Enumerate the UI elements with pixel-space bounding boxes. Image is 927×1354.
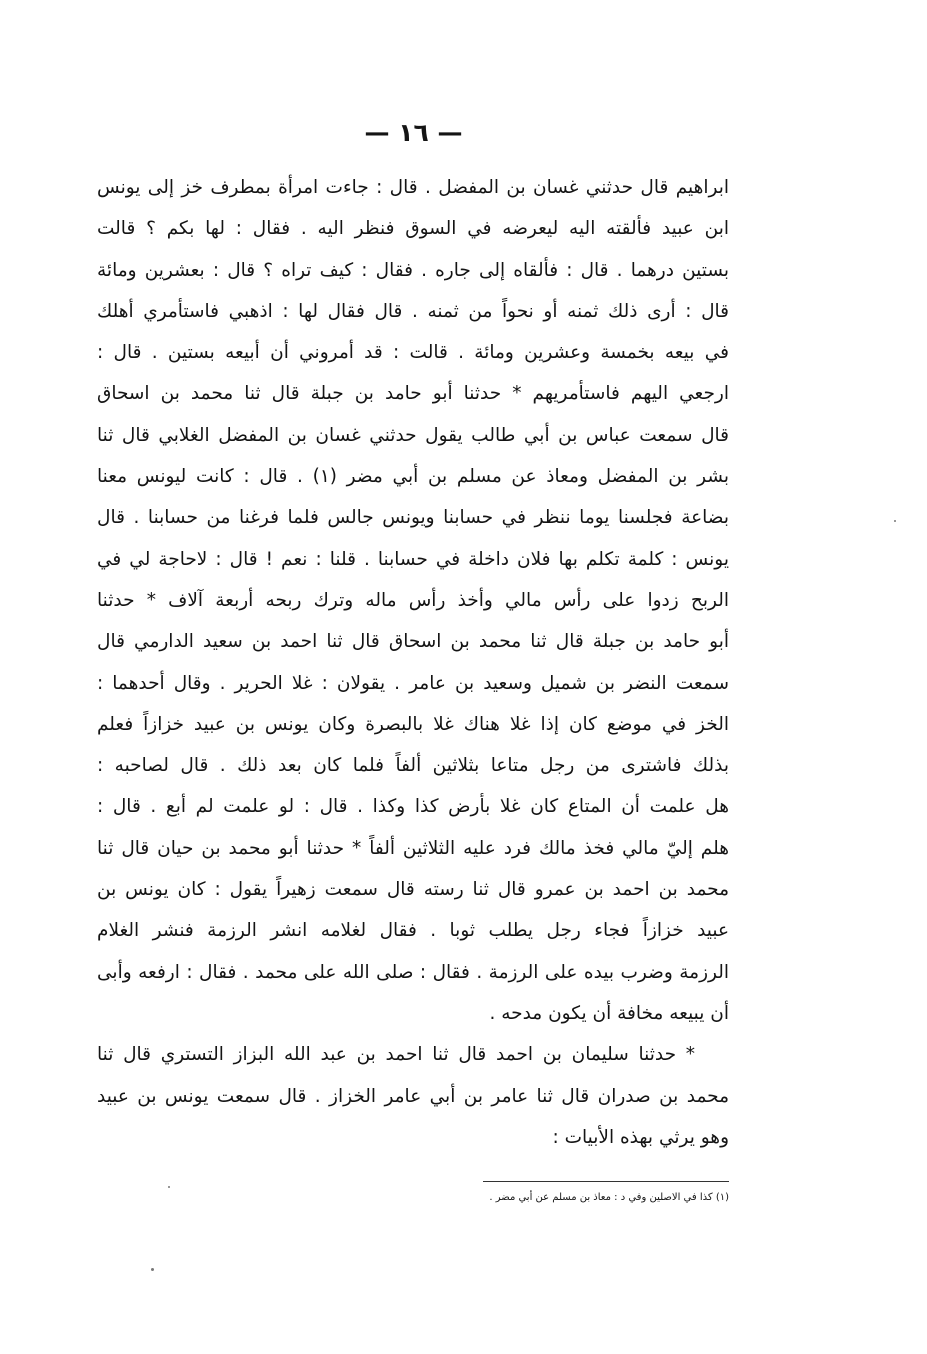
text-line: الربح زدوا على رأس مالي وأخذ رأس ماله وترك ربحه أربعة آلاف * حدثنا [97, 589, 729, 611]
scan-speck [151, 1268, 154, 1271]
text-line: محمد بن احمد بن عمرو قال ثنا رسته قال سمعت زهيراً يقول : كان يونس بن [97, 879, 729, 901]
text-line: عبيد خزازاً فجاء رجل يطلب ثوبا . فقال لغلامه انشر الرزمة فنشر الغلام [97, 920, 729, 942]
text-line: بذلك فاشترى من رجل متاعا بثلاثين ألفاً فلما كان بعد ذلك . قال لصاحبه : [97, 755, 729, 777]
paragraph-end-line: وهو يرثي بهذه الأبيات : [552, 1126, 729, 1148]
footnote-divider [483, 1181, 729, 1182]
text-line: سمعت النضر بن شميل وسعيد بن عامر . يقولان : غلا الحرير . وقال أحدهما : [97, 672, 729, 694]
text-line: يونس : كلمة تكلم بها فلان داخلة في حسابنا . قلنا : نعم ! قال : لاحاجة لي في [97, 548, 729, 570]
text-line: محمد بن صدران قال ثنا عامر بن أبي عامر الخزاز . قال سمعت يونس بن عبيد [97, 1085, 729, 1107]
text-line: ابن عبيد فألقته اليه ليعرضه في السوق فنظر اليه . فقال : لها بكم ؟ قالت [97, 218, 729, 240]
text-line: في بيعه بخمسة وعشرين ومائة . قالت : قد أمروني أن أبيعه بستين . قال : [97, 342, 729, 364]
text-line: هل علمت أن المتاع كان غلا بأرض كذا وكذا . قال : لو علمت لم أبع . قال : [97, 796, 729, 818]
text-line: ارجعي اليهم فاستأمريهم * حدثنا أبو حامد بن جبلة قال ثنا محمد بن اسحاق [97, 383, 729, 405]
text-line: الخز في موضع كان إذا غلا هناك غلا بالبصرة وكان يونس بن عبيد خزازاً فعلم [97, 713, 729, 735]
text-line: قال : أرى ذلك ثمنه أو نحواً من ثمنه . قال فقال لها : اذهبي فاستأمري أهلك [97, 300, 729, 322]
paragraph-start-line: * حدثنا سليمان بن احمد قال ثنا احمد بن عبد الله البزاز التستري قال ثنا [97, 1044, 695, 1066]
text-line: أبو حامد بن جبلة قال ثنا محمد بن اسحاق قال ثنا احمد بن سعيد الدارمي قال [97, 631, 729, 653]
scan-speck [894, 520, 896, 522]
paragraph-end-line: أن يبيعه مخافة أن يكون مدحه . [489, 1002, 729, 1024]
text-line: قال سمعت عباس بن أبي طالب يقول حدثني غسان بن المفضل الغلابي قال ثنا [97, 424, 729, 446]
text-line: بشر بن المفضل ومعاذ عن مسلم بن أبي مضر (١) . قال : كانت ليونس معنا [97, 466, 729, 488]
body-text [97, 167, 729, 1158]
text-line: بستين درهما . قال : فألقاه إلى جاره . فقال : كيف تراه ؟ قال : بعشرين ومائة [97, 259, 729, 281]
text-line: ابراهيم قال حدثني غسان بن المفضل . قال : جاءت امرأة بمطرف خز إلى يونس [97, 177, 729, 198]
footnote: (١) كذا في الاصلين وفي د : معاذ بن مسلم عن أبي مضر . [489, 1192, 729, 1203]
text-line: الرزمة وضرب بيده على الرزمة . فقال : صلى الله على محمد . فقال : ارفعه وأبى [97, 961, 729, 983]
text-line: بضاعة فجلسنا يوما ننظر في حسابنا ويونس جالس فلما فرغنا من حسابنا . قال [97, 507, 729, 529]
text-line: هلم إليّ مالي فخذ مالك فرد عليه الثلاثين ألفاً * حدثنا أبو محمد بن حيان قال ثنا [97, 837, 729, 859]
page-number: — ١٦ — [364, 118, 463, 147]
scan-speck [168, 1186, 170, 1188]
